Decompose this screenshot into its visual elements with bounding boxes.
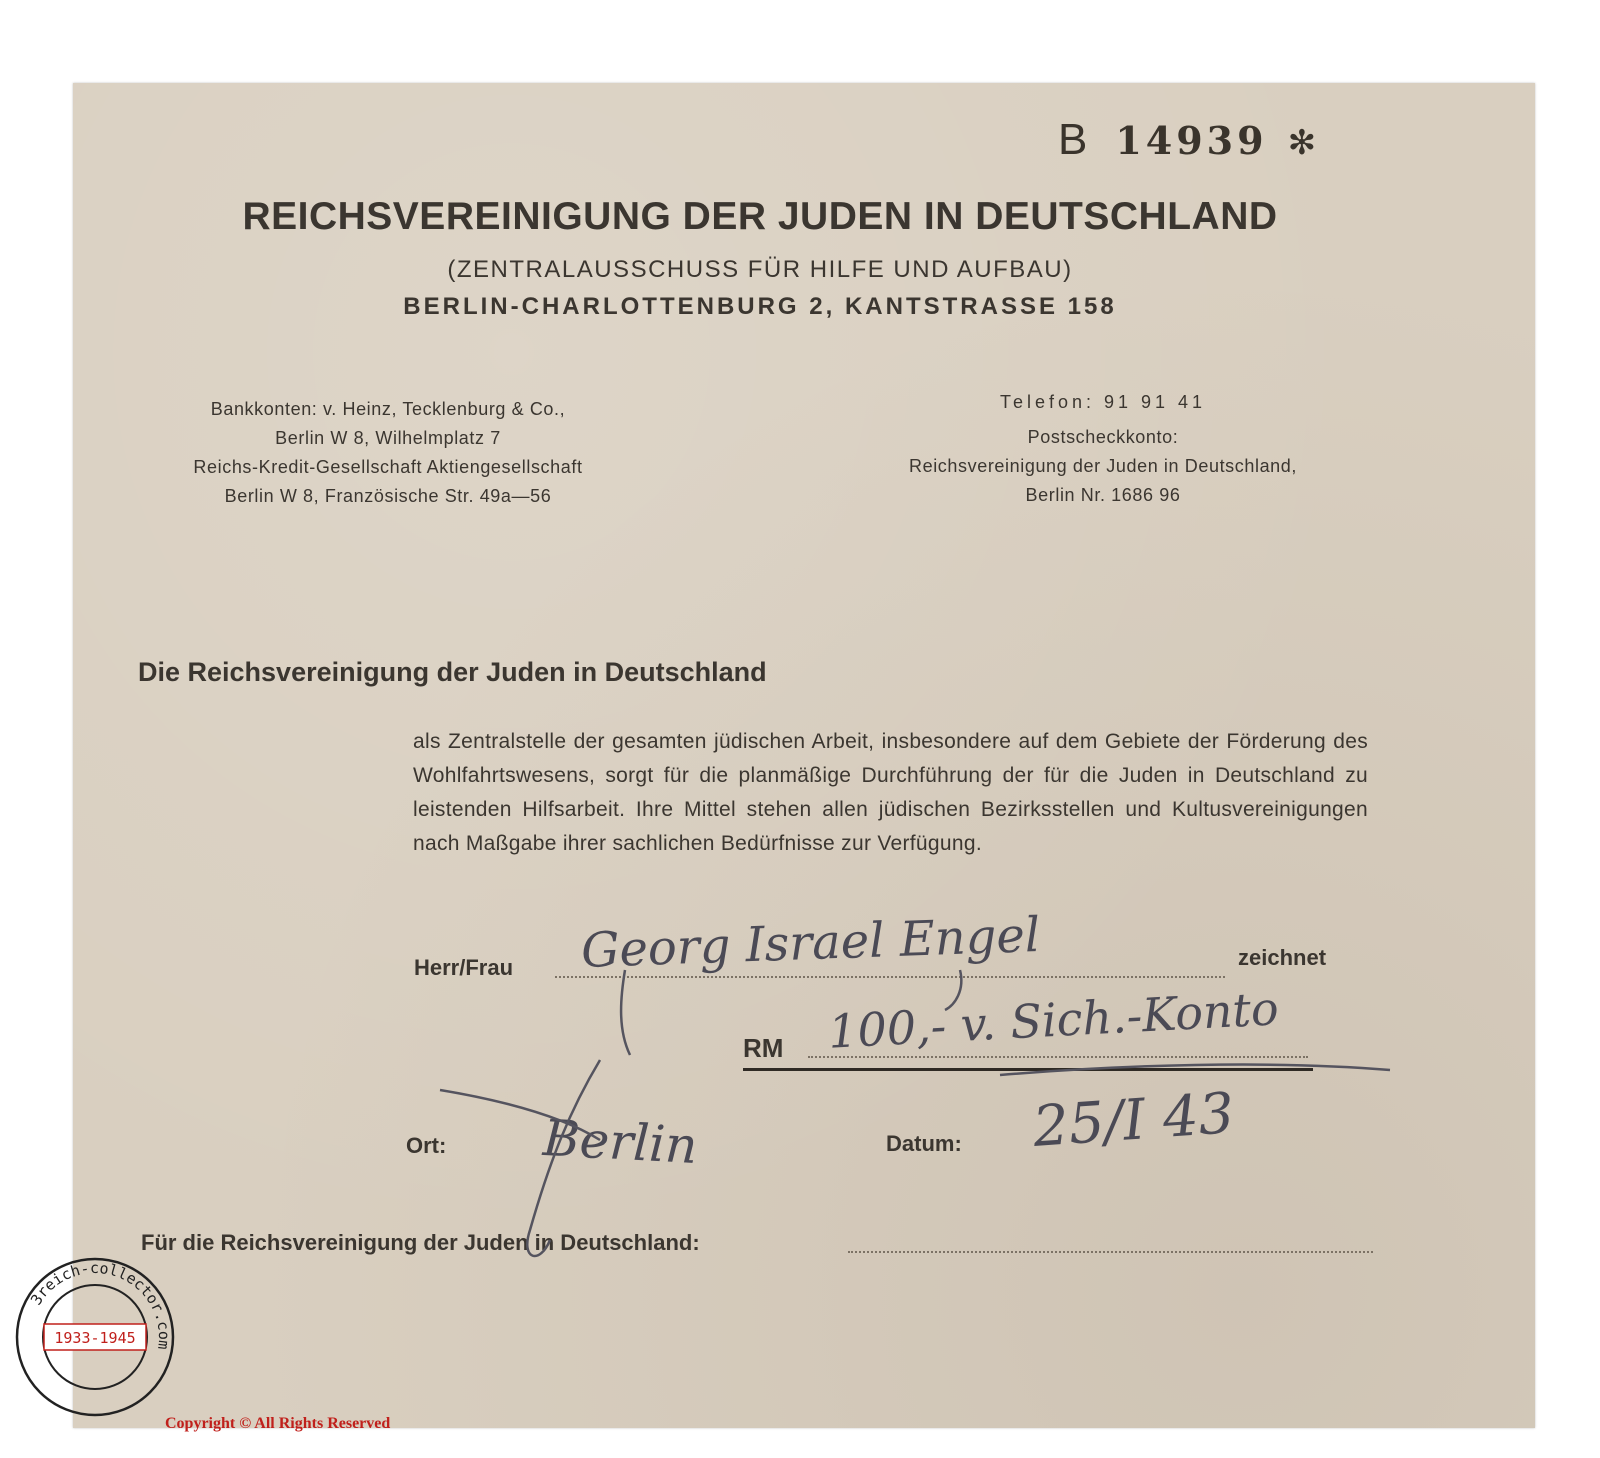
handwritten-name: Georg Israel Engel (580, 907, 1042, 979)
handwritten-ort: Berlin (541, 1108, 699, 1176)
organization-subtitle: (ZENTRALAUSSCHUSS FÜR HILFE UND AUFBAU) (447, 256, 1073, 283)
bank-line-3: Reichs-Kredit-Gesellschaft Aktiengesellschaft (193, 457, 583, 477)
stamp-years: 1933-1945 (54, 1329, 136, 1347)
watermark-stamp-icon (10, 1252, 180, 1422)
bank-accounts (133, 395, 643, 511)
document-sheet (73, 83, 1535, 1428)
handwritten-datum: 25/I 43 (1030, 1081, 1237, 1160)
postscheck-label: Postscheckkonto: (1027, 427, 1179, 447)
contact-info (843, 388, 1363, 510)
footer-label: Für die Reichsvereinigung der Juden in Deutschland: (141, 1230, 700, 1255)
herr-frau-label: Herr/Frau (414, 955, 514, 980)
copyright-notice: Copyright © All Rights Reserved (165, 1415, 391, 1432)
organization-address: BERLIN-CHARLOTTENBURG 2, KANTSTRASSE 158 (403, 293, 1117, 320)
bank-line-4: Berlin W 8, Französische Str. 49a—56 (224, 486, 552, 506)
body-paragraph: als Zentralstelle der gesamten jüdischen Arbeit, insbesondere auf dem Gebiete der Förderung des Wohlfahrtswesens, sorgt für die planmäßige Durchführung der für die Juden in Deutschland zu leistenden Hilfsarbeit. Ihre Mittel stehen allen jüdischen Bezirksstellen und Kultusvereinigungen nach Maßgabe ihrer sachlichen Bedürfnisse zur Verfügung. (413, 730, 1368, 855)
serial-number (1058, 115, 1316, 165)
signature-dotted-line (848, 1251, 1373, 1253)
telefon: Telefon: 91 91 41 (999, 392, 1207, 412)
zeichnet-label: zeichnet (1238, 945, 1327, 970)
postscheck-number: Berlin Nr. 1686 96 (1025, 485, 1181, 505)
organization-name: REICHSVEREINIGUNG DER JUDEN IN DEUTSCHLAND (242, 195, 1278, 238)
handwritten-amount: 100,- v. Sich.-Konto (826, 981, 1280, 1059)
body-subheading: Die Reichsvereinigung der Juden in Deutschland (138, 657, 767, 687)
ort-label: Ort: (406, 1133, 447, 1158)
datum-label: Datum: (886, 1131, 962, 1156)
stamp-ring-text: 3reich-collector.com (27, 1258, 174, 1351)
bank-line-1: Bankkonten: v. Heinz, Tecklenburg & Co., (210, 399, 566, 419)
amount-dotted-line (808, 1056, 1308, 1058)
postscheck-name: Reichsvereinigung der Juden in Deutschland, (908, 456, 1298, 476)
amount-underline (743, 1068, 1313, 1071)
document-number: 14939 (1115, 118, 1268, 163)
bank-line-2: Berlin W 8, Wilhelmplatz 7 (275, 428, 501, 448)
series-letter: B (1058, 115, 1088, 164)
rm-label: RM (743, 1033, 784, 1063)
star-icon: ✻ (1287, 123, 1317, 163)
